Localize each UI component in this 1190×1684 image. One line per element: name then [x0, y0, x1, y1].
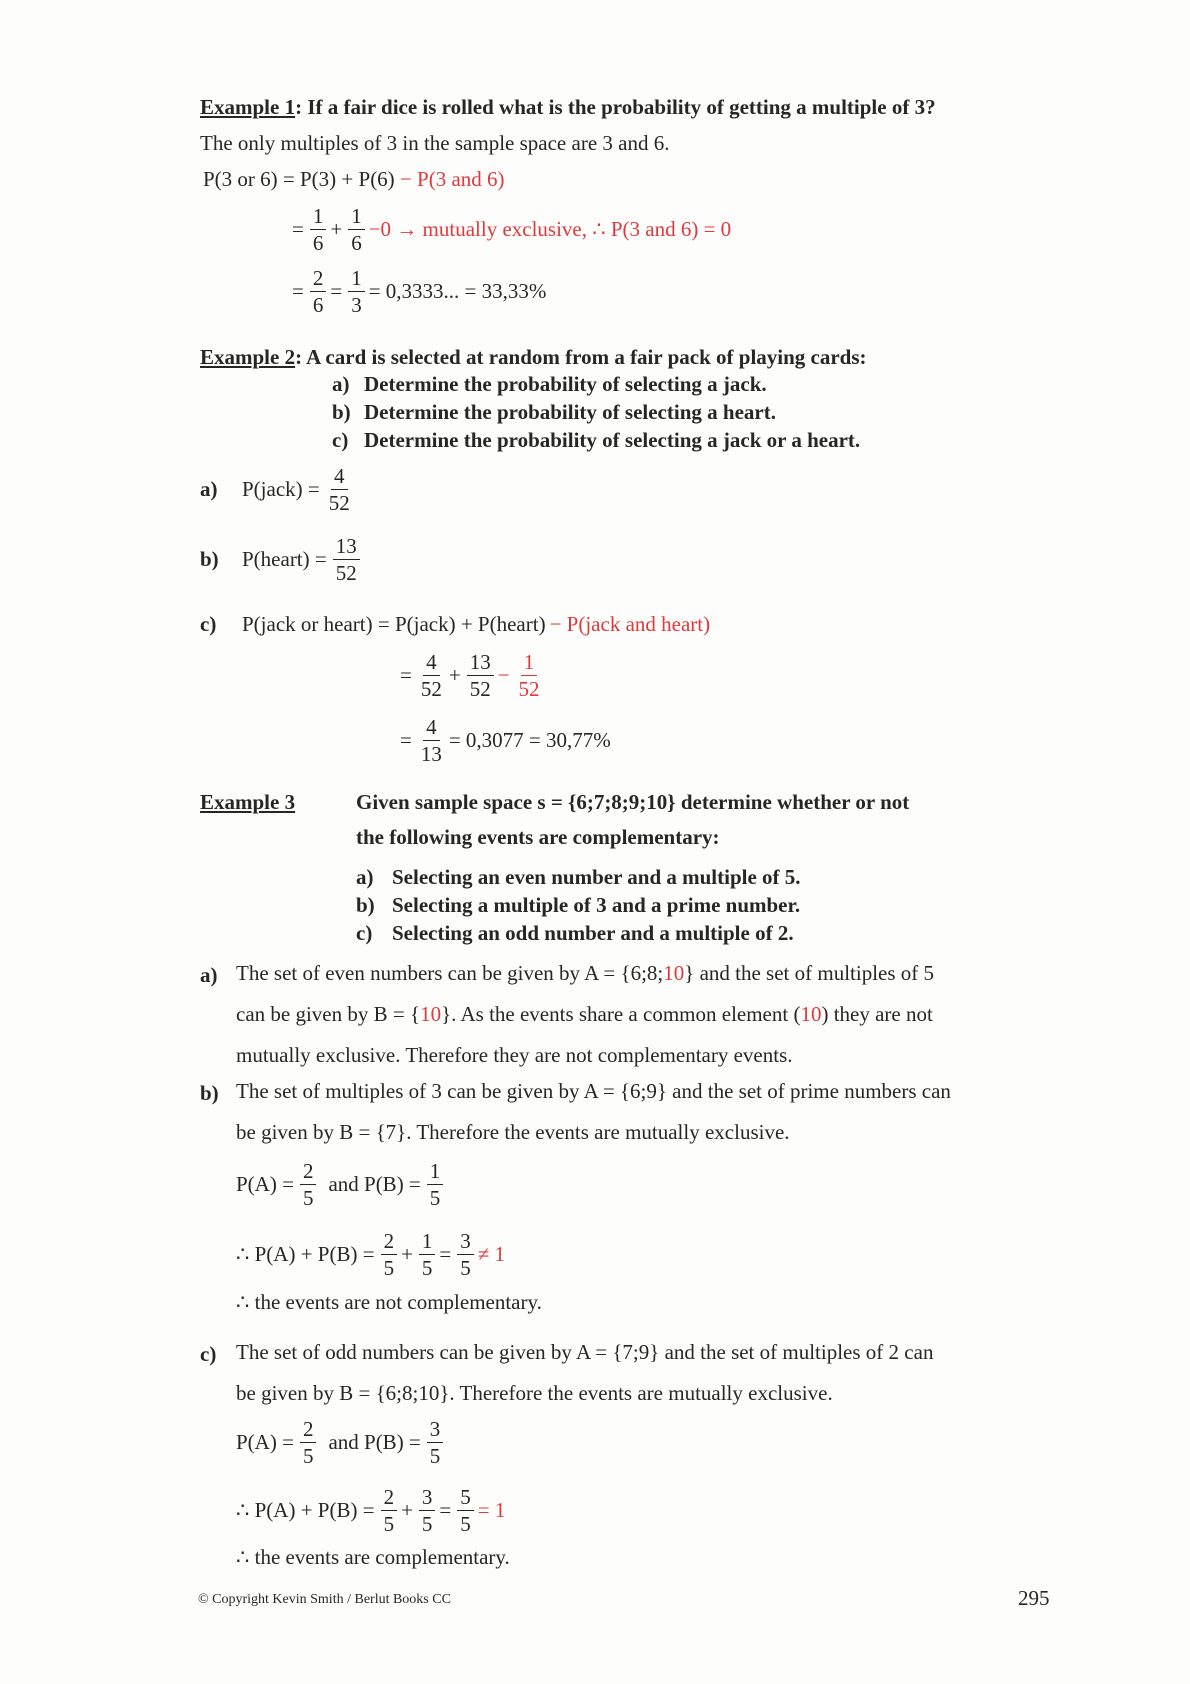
example-2-heading	[200, 345, 867, 370]
fraction: $\frac{3}{5}$	[419, 1486, 436, 1535]
fraction: $\frac{4}{13}$	[420, 715, 442, 767]
fraction: $\frac{5}{5}$	[457, 1486, 474, 1535]
example-1-step-2: = $\frac{2}{6}$ = $\frac{1}{3}$ = 0,3333... = 33,33%	[292, 266, 547, 318]
example-2-step-1: = $\frac{4}{52}$ + $\frac{13}{52}$ − $\frac{1}{52}$	[400, 651, 547, 700]
formula-red-term: − P(3 and 6)	[399, 167, 505, 191]
fraction: $\frac{1}{6}$	[310, 205, 327, 254]
example-3-answer-b-label: b)	[200, 1081, 219, 1105]
example-3-b-sum: ∴ P(A) + P(B) = $\frac{2}{5}$ + $\frac{1}{5}$ = $\frac{3}{5}$ ≠ 1	[236, 1229, 506, 1281]
example-3-answer-a: The set of even numbers can be given by A = {6;8;10} and the set of multiples of 5 can be given by B = {10}. As the events share a common element (10) they are not mutually exclusive. Therefore they are not complementary events.	[236, 961, 935, 1067]
page-number: 295	[1018, 1586, 1050, 1610]
example-3-answer-a-label: a)	[200, 963, 218, 987]
example-1-label: Example 1	[200, 95, 296, 119]
fraction-red: $\frac{1}{52}$	[518, 650, 540, 702]
example-2-answer-c: c) P(jack or heart) = P(jack) + P(heart) − P(jack and heart)	[200, 612, 711, 636]
example-1-intro: The only multiples of 3 in the sample space are 3 and 6.	[200, 131, 670, 155]
example-2-item-b: b) Determine the probability of selecting a heart.	[332, 400, 776, 424]
fraction: $\frac{13}{52}$	[467, 651, 494, 700]
example-1-result: = 0,3333... = 33,33%	[368, 279, 547, 304]
example-3-c-probabilities: P(A) = $\frac{2}{5}$ and P(B) = $\frac{3}{5}$	[236, 1418, 447, 1467]
example-3-item-b: b) Selecting a multiple of 3 and a prime number.	[356, 893, 801, 917]
example-3-answer-c-label: c)	[200, 1342, 217, 1366]
fraction: $\frac{2}{5}$	[381, 1230, 398, 1279]
fraction: $\frac{2}{5}$	[381, 1486, 398, 1535]
fraction: $\frac{4}{52}$	[328, 464, 350, 516]
example-2-label: Example 2	[200, 345, 296, 369]
example-1-question: : If a fair dice is rolled what is the probability of getting a multiple of 3?	[295, 95, 936, 119]
example-2-item-c: c) Determine the probability of selecting a jack or a heart.	[332, 428, 861, 452]
fraction: $\frac{1}{6}$	[348, 205, 365, 254]
fraction: $\frac{2}{5}$	[300, 1160, 317, 1209]
fraction: $\frac{13}{52}$	[333, 535, 360, 584]
example-3-b-conclusion: ∴ the events are not complementary.	[236, 1290, 542, 1314]
example-2-item-a: a) Determine the probability of selecting a jack.	[332, 372, 767, 396]
example-3-question-line-1: Given sample space s = {6;7;8;9;10} determine whether or not	[356, 790, 910, 814]
fraction: $\frac{1}{5}$	[419, 1230, 436, 1279]
example-3-item-c: c) Selecting an odd number and a multiple of 2.	[356, 921, 794, 945]
example-3-answer-b: The set of multiples of 3 can be given by A = {6;9} and the set of prime numbers can be given by B = {7}. Therefore the events are mutually exclusive.	[236, 1079, 951, 1144]
fraction: $\frac{1}{3}$	[348, 267, 365, 316]
copyright-notice: © Copyright Kevin Smith / Berlut Books CC	[198, 1592, 451, 1607]
fraction: $\frac{3}{5}$	[427, 1418, 444, 1467]
example-3-b-probabilities: P(A) = $\frac{2}{5}$ and P(B) = $\frac{1}{5}$	[236, 1160, 447, 1209]
example-1-step-1: = $\frac{1}{6}$ + $\frac{1}{6}$ −0 → mutually exclusive, ∴ P(3 and 6) = 0	[292, 204, 732, 256]
fraction: $\frac{3}{5}$	[457, 1230, 474, 1279]
example-1-formula	[203, 167, 505, 192]
formula-black: P(3 or 6) = P(3) + P(6)	[203, 167, 395, 191]
example-3-item-a: a) Selecting an even number and a multiple of 5.	[356, 865, 801, 889]
example-2-answer-b: b) P(heart) = $\frac{13}{52}$	[200, 535, 364, 584]
fraction: $\frac{1}{5}$	[427, 1160, 444, 1209]
example-3-label: Example 3	[200, 790, 296, 814]
example-2-question: : A card is selected at random from a fair pack of playing cards:	[295, 345, 867, 369]
example-1-heading	[200, 95, 936, 120]
example-3-c-sum: ∴ P(A) + P(B) = $\frac{2}{5}$ + $\frac{3}{5}$ = $\frac{5}{5}$ = 1	[236, 1485, 506, 1537]
fraction: $\frac{2}{6}$	[310, 267, 327, 316]
not-equal-one: ≠ 1	[477, 1242, 506, 1267]
example-2-answer-a: a) P(jack) = $\frac{4}{52}$	[200, 465, 357, 514]
formula-red-term: − P(jack and heart)	[549, 612, 711, 636]
fraction: $\frac{4}{52}$	[420, 650, 442, 702]
example-3-c-conclusion: ∴ the events are complementary.	[236, 1545, 510, 1569]
example-3-question-line-2: the following events are complementary:	[356, 825, 720, 849]
example-3-answer-c: The set of odd numbers can be given by A = {7;9} and the set of multiples of 2 can be given by B = {6;8;10}. Therefore the events are mutually exclusive.	[236, 1340, 934, 1405]
equals-one: = 1	[477, 1498, 506, 1523]
fraction: $\frac{2}{5}$	[300, 1418, 317, 1467]
example-2-result: = 0,3077 = 30,77%	[448, 728, 611, 753]
example-2-step-2: = $\frac{4}{13}$ = 0,3077 = 30,77%	[400, 715, 611, 767]
mutually-exclusive-note: −0 → mutually exclusive, ∴ P(3 and 6) = 0	[368, 217, 732, 242]
